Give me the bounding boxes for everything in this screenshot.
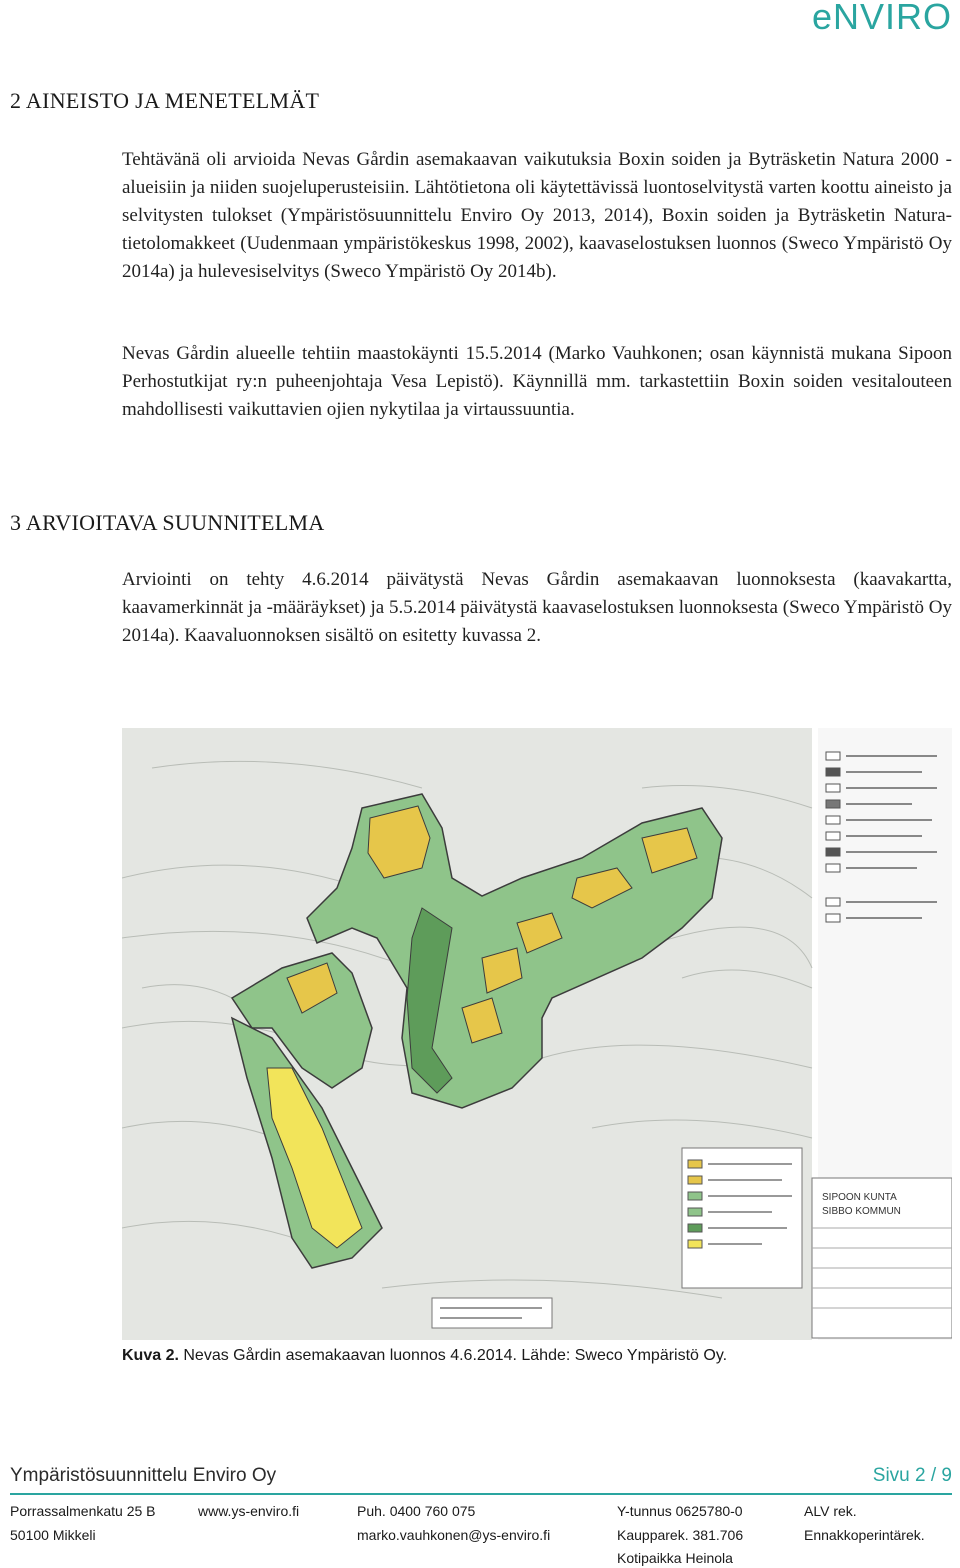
footer-address-street: Porrassalmenkatu 25 B: [10, 1503, 156, 1519]
scale-note-block: [432, 1298, 552, 1328]
footer-domicile: Kotipaikka Heinola: [617, 1550, 733, 1566]
footer-email: marko.vauhkonen@ys-enviro.fi: [357, 1527, 551, 1543]
footer-address-city: 50100 Mikkeli: [10, 1527, 96, 1543]
title-block-line-1: SIPOON KUNTA: [822, 1192, 897, 1203]
zoning-plan-map-graphic: [122, 728, 952, 1340]
footer-website: www.ys-enviro.fi: [198, 1503, 300, 1519]
footer-phone: Puh. 0400 760 075: [357, 1503, 476, 1519]
footer-trade-register: Kaupparek. 381.706: [617, 1527, 744, 1543]
enviro-logo: eNVIRO: [811, 0, 952, 37]
figure-caption-text: Nevas Gårdin asemakaavan luonnos 4.6.2014. Lähde: Sweco Ympäristö Oy.: [183, 1347, 728, 1364]
zoning-plan-map: [122, 728, 952, 1340]
section-3-heading: 3 ARVIOITAVA SUUNNITELMA: [10, 510, 325, 535]
footer-page-number: Sivu 2 / 9: [872, 1465, 952, 1486]
figure-caption-label: Kuva 2.: [122, 1347, 179, 1364]
title-block-line-2: SIBBO KOMMUN: [822, 1206, 901, 1217]
footer-business-id: Y-tunnus 0625780-0: [617, 1503, 743, 1519]
footer-prepayment-register: Ennakkoperintärek.: [804, 1527, 925, 1543]
section-3-paragraph-1: Arviointi on tehty 4.6.2014 päivätystä Nevas Gårdin asemakaavan luonnoksesta (kaavakartta, kaavamerkinnät ja -määräykset) ja 5.5.2014 päivätystä kaavaselostuksen luonnoksesta (Sweco Ympäristö Oy 2014a). Kaavaluonnoksen sisältö on esitetty kuvassa 2.: [122, 569, 952, 646]
footer-vat-register: ALV rek.: [804, 1503, 857, 1519]
section-2-paragraph-1: Tehtävänä oli arvioida Nevas Gårdin asemakaavan vaikutuksia Boxin soiden ja Byträsketin Natura 2000 -alueisiin ja niiden suojeluperusteisiin. Lähtötietona oli käytettävissä luontoselvitystä varten koottu aineisto ja selvitysten tulokset (Ympäristösuunnittelu Enviro Oy 2013, 2014), Boxin soiden ja Byträsketin Natura-tietolomakkeet (Uudenmaan ympäristökeskus 1998, 2002), kaavaselostuksen luonnos (Sweco Ympäristö Oy 2014a) ja hulevesiselvitys (Sweco Ympäristö Oy 2014b).: [122, 149, 952, 282]
footer-divider: [10, 1493, 952, 1495]
footer-company-name: Ympäristösuunnittelu Enviro Oy: [10, 1465, 277, 1486]
section-2-heading: 2 AINEISTO JA MENETELMÄT: [10, 88, 320, 113]
plan-legend-table: [682, 1148, 802, 1288]
section-2-paragraph-2: Nevas Gårdin alueelle tehtiin maastokäynti 15.5.2014 (Marko Vauhkonen; osan käynnistä mukana Sipoon Perhostutkijat ry:n puheenjohtaja Vesa Lepistö). Käynnillä mm. tarkastettiin Boxin soiden vesitalouteen mahdollisesti vaikuttavien ojien nykytilaa ja virtaussuuntia.: [122, 343, 952, 420]
figure-caption: [122, 1347, 727, 1365]
